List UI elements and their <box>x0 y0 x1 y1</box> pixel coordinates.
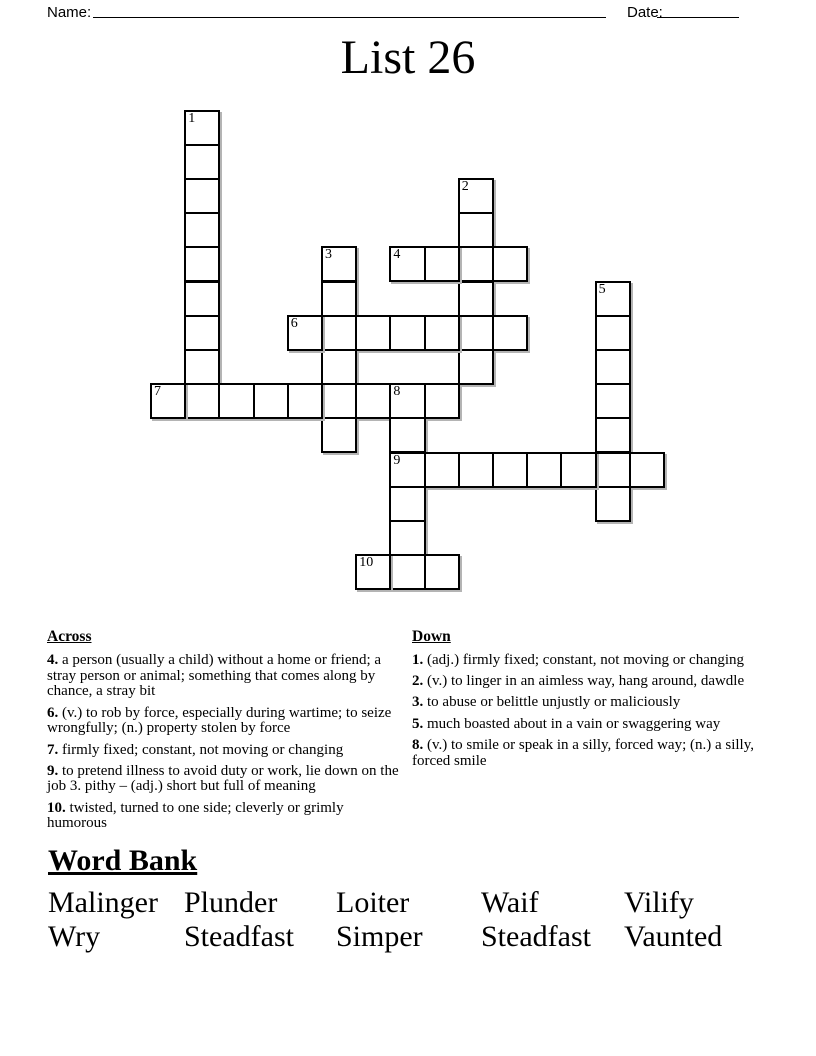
grid-cell <box>150 383 186 419</box>
clue-number-label: 7. <box>47 741 59 758</box>
down-section <box>412 628 764 775</box>
across-heading: Across <box>47 628 92 645</box>
grid-cell <box>355 554 391 590</box>
grid-cell <box>458 452 494 488</box>
date-label: Date: <box>627 4 663 21</box>
grid-cell <box>595 281 631 317</box>
word-bank-word: Loiter <box>336 886 410 919</box>
grid-cell <box>458 246 494 282</box>
word-bank-word: Steadfast <box>184 919 294 953</box>
clue-number: 5 <box>598 281 606 297</box>
grid-cell <box>595 452 631 488</box>
across-section <box>47 628 402 838</box>
grid-cell <box>389 452 425 488</box>
grid-cell <box>184 315 220 351</box>
clue: 4. a person (usually a child) without a home or friend; a stray person or animal; something that comes along by chance, a stray bit <box>47 652 382 700</box>
grid-cell <box>458 281 494 317</box>
grid-cell <box>355 383 391 419</box>
grid-cell <box>458 315 494 351</box>
word-bank-heading: Word Bank <box>48 844 198 877</box>
grid-cell <box>287 383 323 419</box>
grid-cell <box>184 246 220 282</box>
clue-number: 1 <box>188 110 196 126</box>
grid-cell <box>321 383 357 419</box>
grid-cell <box>595 486 631 522</box>
clue: 7. firmly fixed; constant, not moving or changing <box>47 741 344 758</box>
clue-number: 6 <box>290 315 298 331</box>
word-bank-word: Simper <box>336 919 423 953</box>
grid-cell <box>595 315 631 351</box>
grid-cell <box>184 212 220 248</box>
grid-cell <box>492 452 528 488</box>
clue: 3. to abuse or belittle unjustly or maliciously <box>412 694 681 711</box>
clue-number: 9 <box>393 452 401 468</box>
grid-cell <box>321 315 357 351</box>
clue: 9. to pretend illness to avoid duty or work, lie down on the job 3. pithy – (adj.) short but full of meaning <box>47 762 399 795</box>
grid-cell <box>458 349 494 385</box>
clue-number-label: 6. <box>47 704 59 721</box>
clue-number: 10 <box>359 555 374 571</box>
grid-cell <box>389 417 425 453</box>
grid-cell <box>321 417 357 453</box>
grid-cell <box>184 349 220 385</box>
grid-cell <box>184 144 220 180</box>
grid-cell <box>389 315 425 351</box>
clue: 10. twisted, turned to one side; cleverly or grimly humorous <box>47 799 344 832</box>
word-bank-word: Plunder <box>184 886 278 919</box>
grid-cell <box>321 246 357 282</box>
clue-number-label: 5. <box>412 715 424 732</box>
grid-cell <box>526 452 562 488</box>
clue-number: 2 <box>461 178 469 194</box>
clue: 1. (adj.) firmly fixed; constant, not moving or changing <box>412 652 745 668</box>
clue-number-label: 3. <box>412 694 424 711</box>
grid-cell <box>218 383 254 419</box>
word-bank-word: Malinger <box>48 886 158 919</box>
name-label: Name: <box>47 4 92 21</box>
grid-cell <box>424 383 460 419</box>
grid-cell <box>458 212 494 248</box>
clue-number-label: 9. <box>47 762 59 779</box>
grid-cell <box>424 452 460 488</box>
word-bank-word: Steadfast <box>481 919 591 953</box>
grid-cell <box>424 315 460 351</box>
grid-cell <box>560 452 596 488</box>
grid-cell <box>389 554 425 590</box>
grid-cell <box>595 417 631 453</box>
clue-number: 8 <box>393 384 401 400</box>
grid-cell <box>184 383 220 419</box>
grid-cell <box>595 349 631 385</box>
clue-number-label: 4. <box>47 652 59 668</box>
clue: 5. much boasted about in a vain or swaggering way <box>412 715 721 732</box>
grid-cell <box>184 281 220 317</box>
across-clue-list <box>47 653 402 832</box>
grid-cell <box>389 486 425 522</box>
grid-cell <box>287 315 323 351</box>
grid-cell <box>629 452 665 488</box>
grid-cell <box>321 349 357 385</box>
clue-number: 7 <box>154 384 161 400</box>
down-clue-list <box>412 653 764 769</box>
grid-cell <box>389 246 425 282</box>
word-bank-word: Vilify <box>624 886 694 919</box>
grid-cell <box>253 383 289 419</box>
down-heading: Down <box>412 628 451 645</box>
clue-number: 3 <box>325 247 332 263</box>
clue: 8. (v.) to smile or speak in a silly, forced way; (n.) a silly, forced smile <box>412 736 754 769</box>
word-bank-word: Wry <box>48 919 101 953</box>
grid-cell <box>389 383 425 419</box>
clue-number-label: 2. <box>412 673 424 690</box>
clue-number-label: 1. <box>412 652 424 668</box>
word-bank-word: Waif <box>481 886 539 919</box>
grid-cell <box>321 281 357 317</box>
clue-number: 4 <box>393 247 401 263</box>
grid-cell <box>184 110 220 146</box>
grid-cell <box>184 178 220 214</box>
clue-number-label: 8. <box>412 736 424 753</box>
grid-cell <box>424 246 460 282</box>
grid-cell <box>595 383 631 419</box>
clue: 2. (v.) to linger in an aimless way, hang around, dawdle <box>412 673 745 690</box>
grid-cell <box>458 178 494 214</box>
grid-cell <box>424 554 460 590</box>
grid-cell <box>492 246 528 282</box>
clue-number-label: 10. <box>47 799 66 816</box>
clue: 6. (v.) to rob by force, especially during wartime; to seize wrongfully; (n.) property stolen by force <box>47 704 392 737</box>
page-title: List 26 <box>340 31 476 84</box>
grid-cell <box>355 315 391 351</box>
word-bank-word: Vaunted <box>624 919 723 953</box>
grid-cell <box>492 315 528 351</box>
grid-cell <box>389 520 425 556</box>
